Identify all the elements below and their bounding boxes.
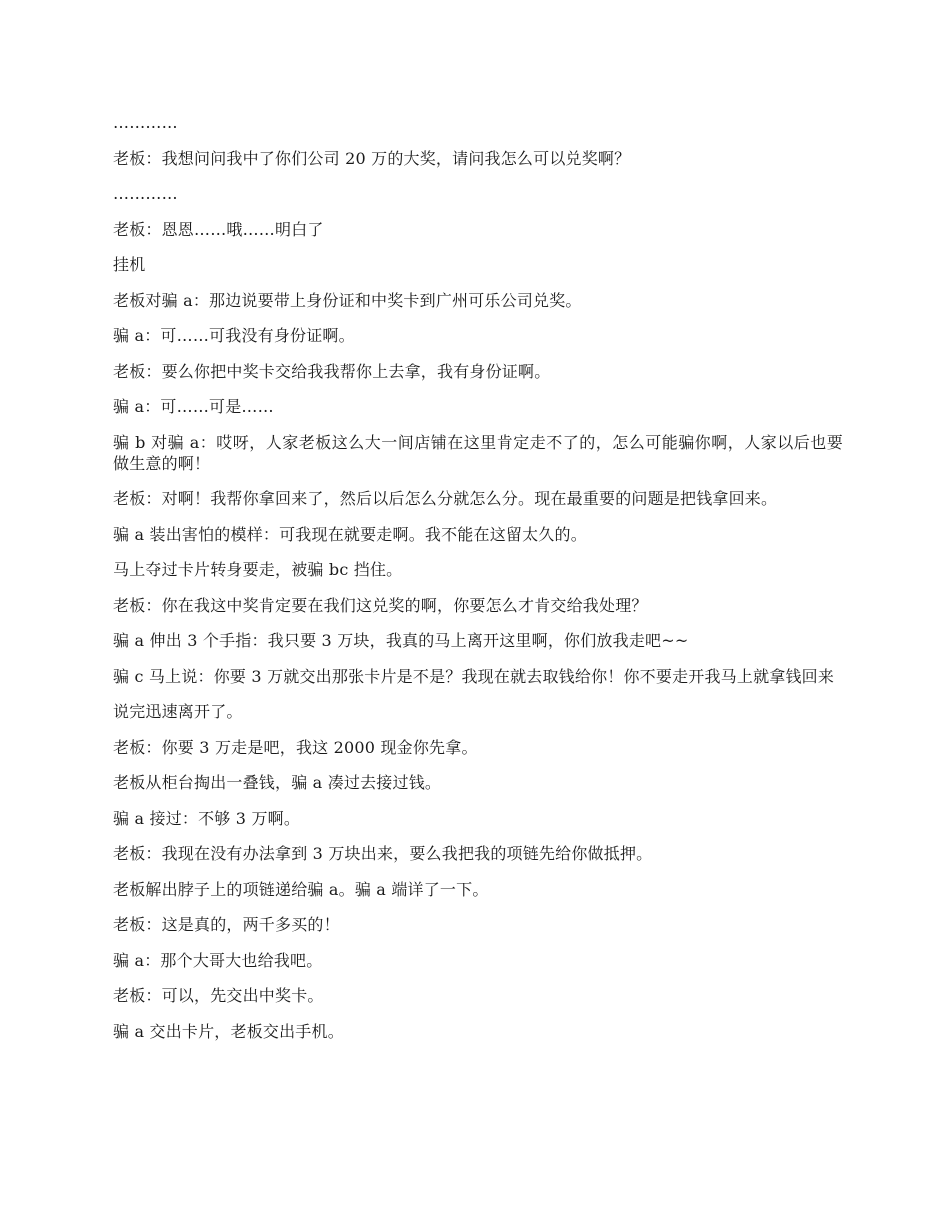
paragraph: ………… — [113, 184, 178, 203]
paragraph: 老板：对啊！我帮你拿回来了，然后以后怎么分就怎么分。现在最重要的问题是把钱拿回来。 — [113, 489, 778, 508]
paragraph: 马上夺过卡片转身要走，被骗 bc 挡住。 — [113, 560, 403, 579]
paragraph: 老板对骗 a：那边说要带上身份证和中奖卡到广州可乐公司兑奖。 — [113, 290, 582, 310]
paragraph: 说完迅速离开了。 — [113, 702, 243, 721]
paragraph: ………… — [113, 113, 178, 132]
paragraph: 老板：要么你把中奖卡交给我我帮你上去拿，我有身份证啊。 — [113, 361, 551, 381]
paragraph: 老板：恩恩……哦……明白了 — [113, 219, 324, 239]
paragraph: 老板：我想问问我中了你们公司 20 万的大奖，请问我怎么可以兑奖啊？ — [113, 148, 631, 168]
paragraph: 骗 a 装出害怕的模样：可我现在就要走啊。我不能在这留太久的。 — [113, 524, 587, 544]
paragraph: 骗 a：可……可我没有身份证啊。 — [113, 326, 355, 345]
paragraph: 老板：我现在没有办法拿到 3 万块出来，要么我把我的项链先给你做抵押。 — [113, 844, 653, 863]
paragraph: 老板：这是真的，两千多买的！ — [113, 915, 340, 934]
paragraph: 骗 a 接过：不够 3 万啊。 — [113, 808, 301, 828]
paragraph: 老板：可以，先交出中奖卡。 — [113, 986, 324, 1005]
document-page — [113, 112, 843, 1056]
paragraph: 挂机 — [113, 255, 146, 274]
paragraph: 老板：你要 3 万走是吧，我这 2000 现金你先拿。 — [113, 737, 478, 757]
paragraph: 骗 a：那个大哥大也给我吧。 — [113, 950, 323, 970]
paragraph: 老板：你在我这中奖肯定要在我们这兑奖的啊，你要怎么才肯交给我处理？ — [113, 595, 648, 615]
paragraph: 骗 a 伸出 3 个手指：我只要 3 万块，我真的马上离开这里啊，你们放我走吧~~ — [113, 631, 689, 650]
paragraph: 骗 c 马上说：你要 3 万就交出那张卡片是不是？我现在就去取钱给你！你不要走开我马上就拿钱回来 — [113, 666, 835, 686]
paragraph: 老板从柜台掏出一叠钱，骗 a 凑过去接过钱。 — [113, 773, 442, 792]
paragraph: 骗 a：可……可是…… — [113, 397, 274, 416]
paragraph: 骗 a 交出卡片，老板交出手机。 — [113, 1021, 344, 1041]
paragraph: 老板解出脖子上的项链递给骗 a。骗 a 端详了一下。 — [113, 879, 489, 899]
paragraph: 骗 b 对骗 a：哎呀，人家老板这么大一间店铺在这里肯定走不了的，怎么可能骗你啊，人家以后也要做生意的啊！ — [113, 432, 843, 473]
